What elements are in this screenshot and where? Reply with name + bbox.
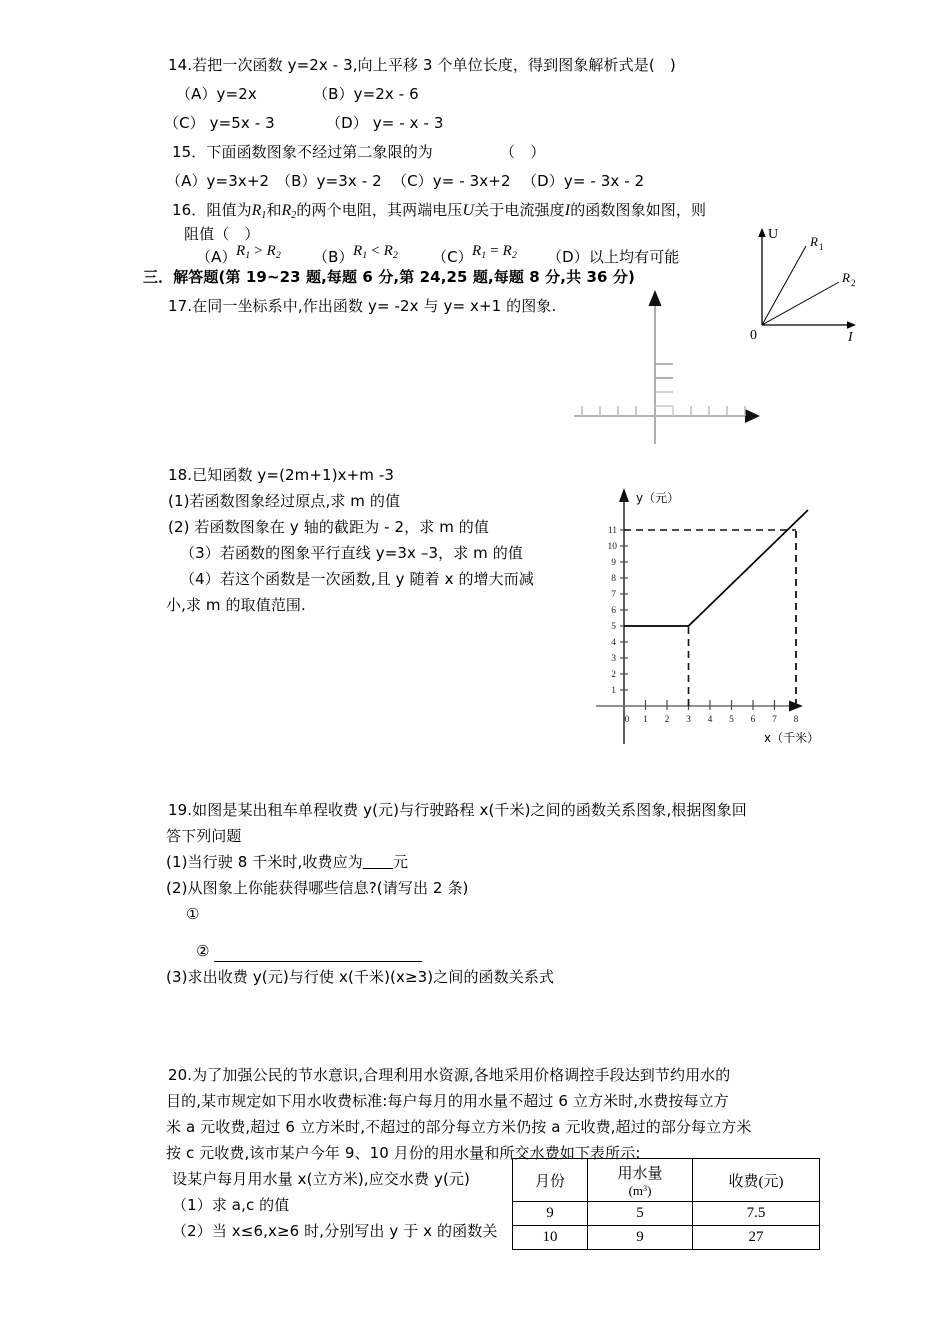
svg-text:3: 3 (611, 654, 616, 664)
svg-text:6: 6 (750, 715, 756, 725)
question-16-option-c-label: （C） (432, 248, 473, 266)
svg-text:2: 2 (664, 715, 670, 725)
q16-symbol-R2: $R_2$ (281, 202, 297, 221)
question-15-stem: 15．下面函数图象不经过第二象限的为 (172, 143, 433, 161)
svg-text:4: 4 (707, 715, 713, 725)
question-14-option-c: （C） y=5x - 3 (164, 114, 275, 132)
cell-fee: 7.5 (693, 1202, 820, 1226)
svg-text:4: 4 (611, 638, 616, 648)
q16-symbol-R1: $R_1$ (251, 202, 267, 221)
question-16-option-a-expr: $R_1 > R_2$ (236, 243, 281, 261)
table-header-fee: 收费(元) (693, 1159, 820, 1202)
question-14-option-a: （A）y=2x (176, 85, 257, 103)
cell-usage: 5 (588, 1202, 693, 1226)
svg-text:R: R (810, 234, 818, 249)
svg-text:1: 1 (611, 686, 616, 696)
question-14-option-d: （D） y= - x - 3 (326, 114, 444, 132)
table-header-usage-label: 用水量 (617, 1165, 663, 1182)
question-15-option-c: （C）y= - 3x+2 (392, 172, 511, 190)
question-14-option-b: （B）y=2x - 6 (313, 85, 419, 103)
question-20-line-3: 米 a 元收费,超过 6 立方米时,不超过的部分每立方米仍按 a 元收费,超过的部分每立方米 (166, 1118, 752, 1136)
svg-text:10: 10 (607, 542, 617, 552)
question-15-answer-paren: （ ） (500, 143, 546, 161)
svg-text:5: 5 (611, 622, 616, 632)
question-19-part-3: (3)求出收费 y(元)与行使 x(千米)(x≥3)之间的函数关系式 (166, 968, 555, 986)
question-19-answer-blank[interactable] (363, 853, 393, 871)
table-header-row (513, 1159, 820, 1202)
svg-text:1: 1 (643, 715, 648, 725)
question-19-stem-line2: 答下列问题 (166, 827, 242, 845)
cell-usage: 9 (588, 1226, 693, 1250)
svg-text:2: 2 (851, 278, 856, 288)
table-header-usage (588, 1159, 693, 1202)
q16-stem-and: 和 (266, 201, 282, 219)
svg-text:5: 5 (729, 715, 734, 725)
cell-month: 9 (513, 1202, 588, 1226)
svg-text:y（元）: y（元） (636, 491, 680, 505)
question-15-option-b: （B）y=3x - 2 (276, 172, 382, 190)
svg-text:6: 6 (611, 606, 616, 616)
cell-month: 10 (513, 1226, 588, 1250)
question-16-option-b-expr: $R_1 < R_2$ (353, 243, 398, 261)
svg-text:R: R (842, 270, 850, 285)
question-18-part-2: (2) 若函数图象在 y 轴的截距为 - 2，求 m 的值 (168, 518, 489, 536)
q16-symbol-U: U (462, 202, 475, 219)
svg-text:9: 9 (611, 558, 616, 568)
question-19-answer-item-2: ② (196, 942, 210, 960)
question-20-line-1: 20.为了加强公民的节水意识,合理利用水资源,各地采用价格调控手段达到节约用水的 (168, 1066, 731, 1084)
water-usage-table (512, 1158, 820, 1250)
question-16-option-b-label: （B） (313, 248, 354, 266)
question-19-answer-item-1: ① (186, 905, 200, 923)
question-16-stem-line1 (172, 203, 706, 221)
question-20-line-4: 按 c 元收费,该市某户今年 9、10 月份的用水量和所交水费如下表所示: (166, 1144, 641, 1162)
question-19-stem-line1: 19.如图是某出租车单程收费 y(元)与行驶路程 x(千米)之间的函数关系图象,根据图象回 (168, 801, 747, 819)
blank-coordinate-axes-figure (562, 288, 772, 448)
question-17-stem: 17.在同一坐标系中,作出函数 y= -2x 与 y= x+1 的图象. (168, 297, 557, 315)
section-3-header: 三．解答题(第 19~23 题,每题 6 分,第 24,25 题,每题 8 分,共 36 分) (143, 268, 635, 286)
q16-stem-part3: 关于电流强度 (474, 201, 565, 219)
question-16-option-c-expr: $R_1 = R_2$ (472, 243, 517, 261)
table-row (513, 1226, 820, 1250)
question-15-option-d: （D）y= - 3x - 2 (522, 172, 645, 190)
question-18-part-4-line1: （4）若这个函数是一次函数,且 y 随着 x 的增大而减 (180, 570, 534, 588)
question-20-line-2: 目的,某市规定如下用水收费标准:每户每月的用水量不超过 6 立方米时,水费按每立方 (166, 1092, 729, 1110)
question-14-stem: 14.若把一次函数 y=2x - 3,向上平移 3 个单位长度，得到图象解析式是( ) (168, 56, 676, 74)
svg-text:8: 8 (611, 574, 616, 584)
question-20-line-5: 设某户每月用水量 x(立方米),应交水费 y(元) (172, 1170, 470, 1188)
question-15-option-a: （A）y=3x+2 (166, 172, 270, 190)
svg-text:2: 2 (611, 670, 616, 680)
svg-text:1: 1 (819, 242, 824, 252)
cell-fee: 27 (693, 1226, 820, 1250)
question-18-stem: 18.已知函数 y=(2m+1)x+m -3 (168, 466, 395, 484)
svg-text:3: 3 (686, 715, 691, 725)
question-16-option-d: （D）以上均有可能 (547, 248, 680, 266)
svg-text:7: 7 (611, 590, 616, 600)
question-16-option-a-label: （A） (196, 248, 237, 266)
svg-text:I: I (848, 330, 853, 344)
svg-text:x（千米）: x（千米） (764, 731, 820, 745)
question-19-part-2: (2)从图象上你能获得哪些信息?(请写出 2 条) (166, 879, 469, 897)
question-18-part-4-line2: 小,求 m 的取值范围. (166, 596, 306, 614)
question-18-part-1: (1)若函数图象经过原点,求 m 的值 (168, 492, 401, 510)
taxi-fare-chart (596, 484, 828, 752)
table-row (513, 1202, 820, 1226)
q16-stem-part1: 16．阻值为 (172, 201, 252, 219)
svg-text:0: 0 (624, 715, 630, 725)
q16-stem-part2: 的两个电阻，其两端电压 (296, 201, 463, 219)
table-header-usage-unit: $(m^3)$ (628, 1182, 652, 1198)
table-header-month: 月份 (513, 1159, 588, 1202)
question-20-part-1: （1）求 a,c 的值 (172, 1196, 290, 1214)
question-19-part-1: (1)当行驶 8 千米时,收费应为 元 (166, 853, 409, 871)
q16-symbol-I: I (564, 202, 571, 219)
question-16-stem-line2: 阻值（ ） (184, 225, 260, 243)
question-19-answer-line-2[interactable] (214, 961, 422, 962)
svg-text:11: 11 (607, 526, 617, 536)
question-20-part-2: （2）当 x≤6,x≥6 时,分别写出 y 于 x 的函数关 (172, 1222, 498, 1240)
svg-text:7: 7 (772, 715, 777, 725)
question-18-part-3: （3）若函数的图象平行直线 y=3x –3，求 m 的值 (180, 544, 523, 562)
svg-text:0: 0 (750, 328, 757, 343)
svg-text:U: U (768, 227, 779, 242)
q16-stem-part4: 的函数图象如图，则 (570, 201, 707, 219)
svg-text:8: 8 (793, 715, 799, 725)
